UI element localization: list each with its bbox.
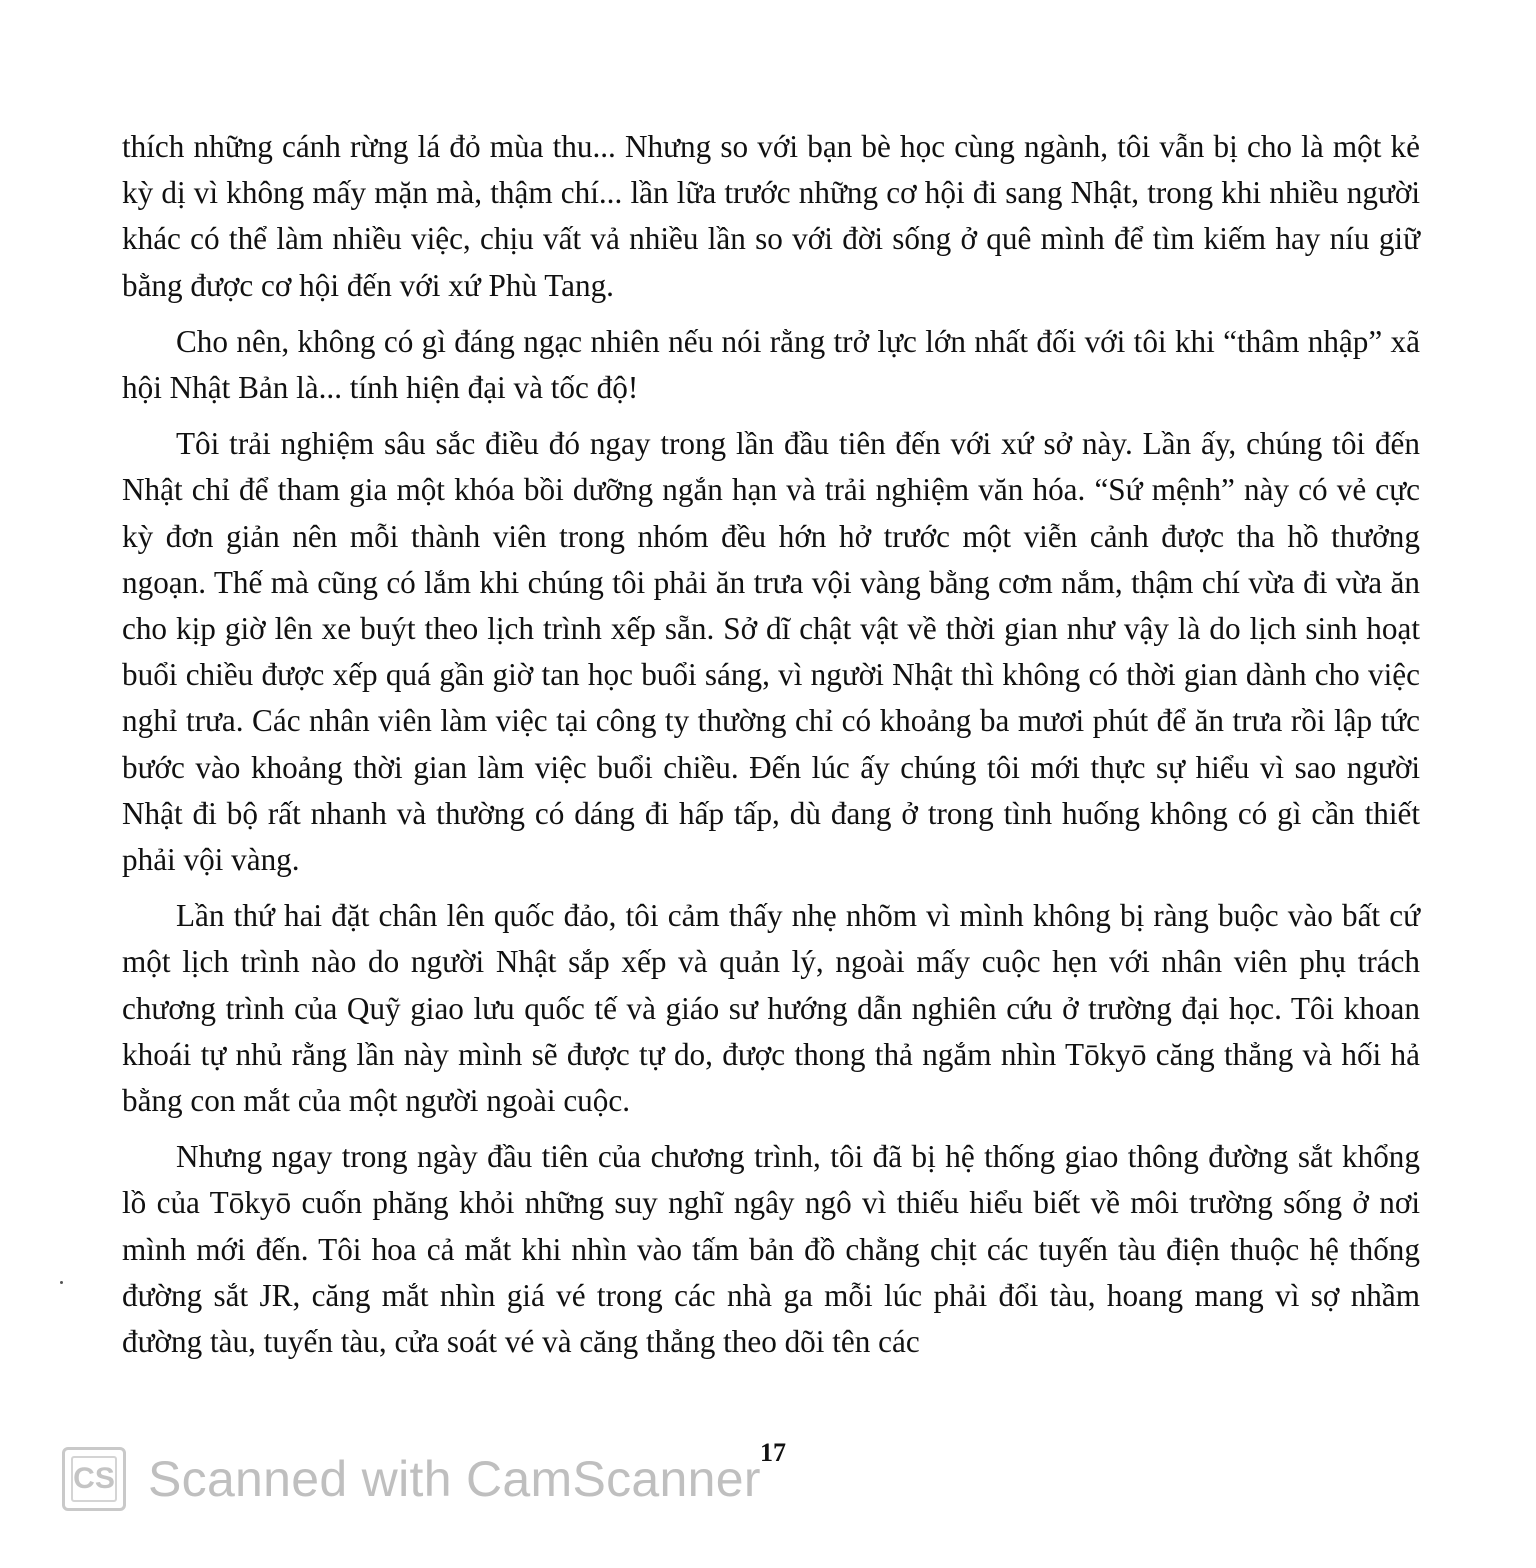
page-number: 17 (760, 1438, 786, 1467)
page-body (122, 124, 1420, 1375)
scan-speck (60, 1281, 63, 1284)
camscanner-logo-icon (62, 1447, 126, 1511)
watermark-text: Scanned with CamScanner (148, 1451, 761, 1507)
paragraph-1: thích những cánh rừng lá đỏ mùa thu... Nhưng so với bạn bè học cùng ngành, tôi vẫn bị cho là một kẻ kỳ dị vì không mấy mặn mà, thậm chí... lần lữa trước những cơ hội đi sang Nhật, trong khi nhiều người khác có thể làm nhiều việc, chịu vất vả nhiều lần so với đời sống ở quê mình để tìm kiếm hay níu giữ bằng được cơ hội đến với xứ Phù Tang. (122, 129, 1420, 303)
paragraph-2: Cho nên, không có gì đáng ngạc nhiên nếu nói rằng trở lực lớn nhất đối với tôi khi “thâm nhập” xã hội Nhật Bản là... tính hiện đại và tốc độ! (122, 323, 1420, 406)
paragraph-4: Lần thứ hai đặt chân lên quốc đảo, tôi cảm thấy nhẹ nhõm vì mình không bị ràng buộc vào bất cứ một lịch trình nào do người Nhật sắp xếp và quản lý, ngoài mấy cuộc hẹn với nhân viên phụ trách chương trình của Quỹ giao lưu quốc tế và giáo sư hướng dẫn nghiên cứu ở trường đại học. Tôi khoan khoái tự nhủ rằng lần này mình sẽ được tự do, được thong thả ngắm nhìn Tōkyō căng thẳng và hối hả bằng con mắt của một người ngoài cuộc. (122, 898, 1420, 1119)
camscanner-logo-text: CS (73, 1462, 115, 1495)
paragraph-5: Nhưng ngay trong ngày đầu tiên của chương trình, tôi đã bị hệ thống giao thông đường sắt khổng lồ của Tōkyō cuốn phăng khỏi những suy nghĩ ngây ngô vì thiếu hiểu biết về môi trường sống ở nơi mình mới đến. Tôi hoa cả mắt khi nhìn vào tấm bản đồ chằng chịt các tuyến tàu điện thuộc hệ thống đường sắt JR, căng mắt nhìn giá vé trong các nhà ga mỗi lúc phải đổi tàu, hoang mang vì sợ nhầm đường tàu, tuyến tàu, cửa soát vé và căng thẳng theo dõi tên các (122, 1139, 1420, 1360)
camscanner-watermark (62, 1445, 761, 1513)
paragraph-3: Tôi trải nghiệm sâu sắc điều đó ngay trong lần đầu tiên đến với xứ sở này. Lần ấy, chúng tôi đến Nhật chỉ để tham gia một khóa bồi dưỡng ngắn hạn và trải nghiệm văn hóa. “Sứ mệnh” này có vẻ cực kỳ đơn giản nên mỗi thành viên trong nhóm đều hớn hở trước một viễn cảnh được tha hồ thưởng ngoạn. Thế mà cũng có lắm khi chúng tôi phải ăn trưa vội vàng bằng cơm nắm, thậm chí vừa đi vừa ăn cho kịp giờ lên xe buýt theo lịch trình xếp sẵn. Sở dĩ chật vật về thời gian như vậy là do lịch sinh hoạt buổi chiều được xếp quá gần giờ tan học buổi sáng, vì người Nhật thì không có thời gian dành cho việc nghỉ trưa. Các nhân viên làm việc tại công ty thường chỉ có khoảng ba mươi phút để ăn trưa rồi lập tức bước vào khoảng thời gian làm việc buổi chiều. Đến lúc ấy chúng tôi mới thực sự hiểu vì sao người Nhật đi bộ rất nhanh và thường có dáng đi hấp tấp, dù đang ở trong tình huống không có gì cần thiết phải vội vàng. (122, 426, 1420, 878)
